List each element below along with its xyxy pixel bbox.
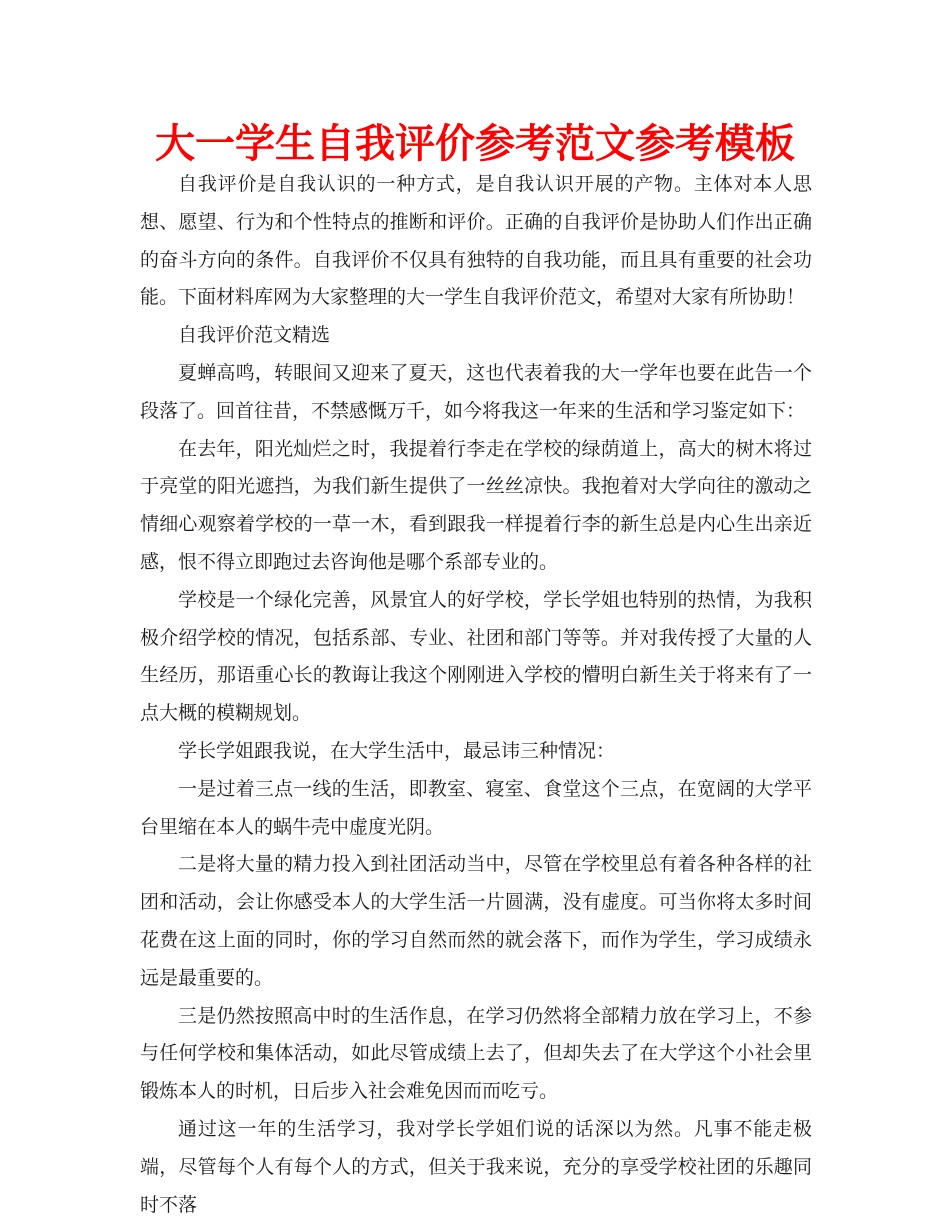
paragraph-reflection: 通过这一年的生活学习，我对学长学姐们说的话深以为然。凡事不能走极端，尽管每个人有每个人的方式，但关于我来说，充分的享受学校社团的乐趣同时不落 bbox=[140, 1117, 812, 1216]
document-body bbox=[140, 166, 812, 1224]
paragraph-section-heading: 自我评价范文精选 bbox=[178, 324, 331, 347]
paragraph-second-situation: 二是将大量的精力投入到社团活动当中，尽管在学校里总有着各种各样的社团和活动，会让你感受本人的大学生活一片圆满，没有虚度。可当你将太多时间花费在这上面的同时，你的学习自然而然的就会落下，而作为学生，学习成绩永远是最重要的。 bbox=[140, 853, 812, 989]
paragraph-intro: 自我评价是自我认识的一种方式，是自我认识开展的产物。主体对本人思想、愿望、行为和个性特点的推断和评价。正确的自我评价是协助人们作出正确的奋斗方向的条件。自我评价不仅具有独特的自我功能，而且具有重要的社会功能。下面材料库网为大家整理的大一学生自我评价范文，希望对大家有所协助！ bbox=[140, 173, 812, 309]
paragraph-summer: 夏蝉高鸣，转眼间又迎来了夏天，这也代表着我的大一学年也要在此告一个段落了。回首往昔，不禁感慨万千，如今将我这一年来的生活和学习鉴定如下： bbox=[140, 361, 812, 422]
paragraph-third-situation: 三是仍然按照高中时的生活作息，在学习仍然将全部精力放在学习上，不参与任何学校和集体活动，如此尽管成绩上去了，但却失去了在大学这个小社会里锻炼本人的时机，日后步入社会难免因而而吃亏。 bbox=[140, 1004, 812, 1103]
document-title: 大一学生自我评价参考范文参考模板 bbox=[155, 121, 795, 167]
paragraph-three-situations: 学长学姐跟我说，在大学生活中，最忌讳三种情况： bbox=[178, 739, 616, 762]
paragraph-arrival: 在去年，阳光灿烂之时，我提着行李走在学校的绿荫道上，高大的树木将过于亮堂的阳光遮挡，为我们新生提供了一丝丝凉快。我抱着对大学向往的激动之情细心观察着学校的一草一木，看到跟我一样提着行李的新生总是内心生出亲近感，恨不得立即跑过去咨询他是哪个系部专业的。 bbox=[140, 437, 812, 573]
paragraph-school: 学校是一个绿化完善，风景宜人的好学校，学长学姐也特别的热情，为我积极介绍学校的情况，包括系部、专业、社团和部门等等。并对我传授了大量的人生经历，那语重心长的教诲让我这个刚刚进入学校的懵明白新生关于将来有了一点大概的模糊规划。 bbox=[140, 588, 812, 725]
paragraph-first-situation: 一是过着三点一线的生活，即教室、寝室、食堂这个三点，在宽阔的大学平台里缩在本人的蜗牛壳中虚度光阴。 bbox=[140, 777, 812, 838]
